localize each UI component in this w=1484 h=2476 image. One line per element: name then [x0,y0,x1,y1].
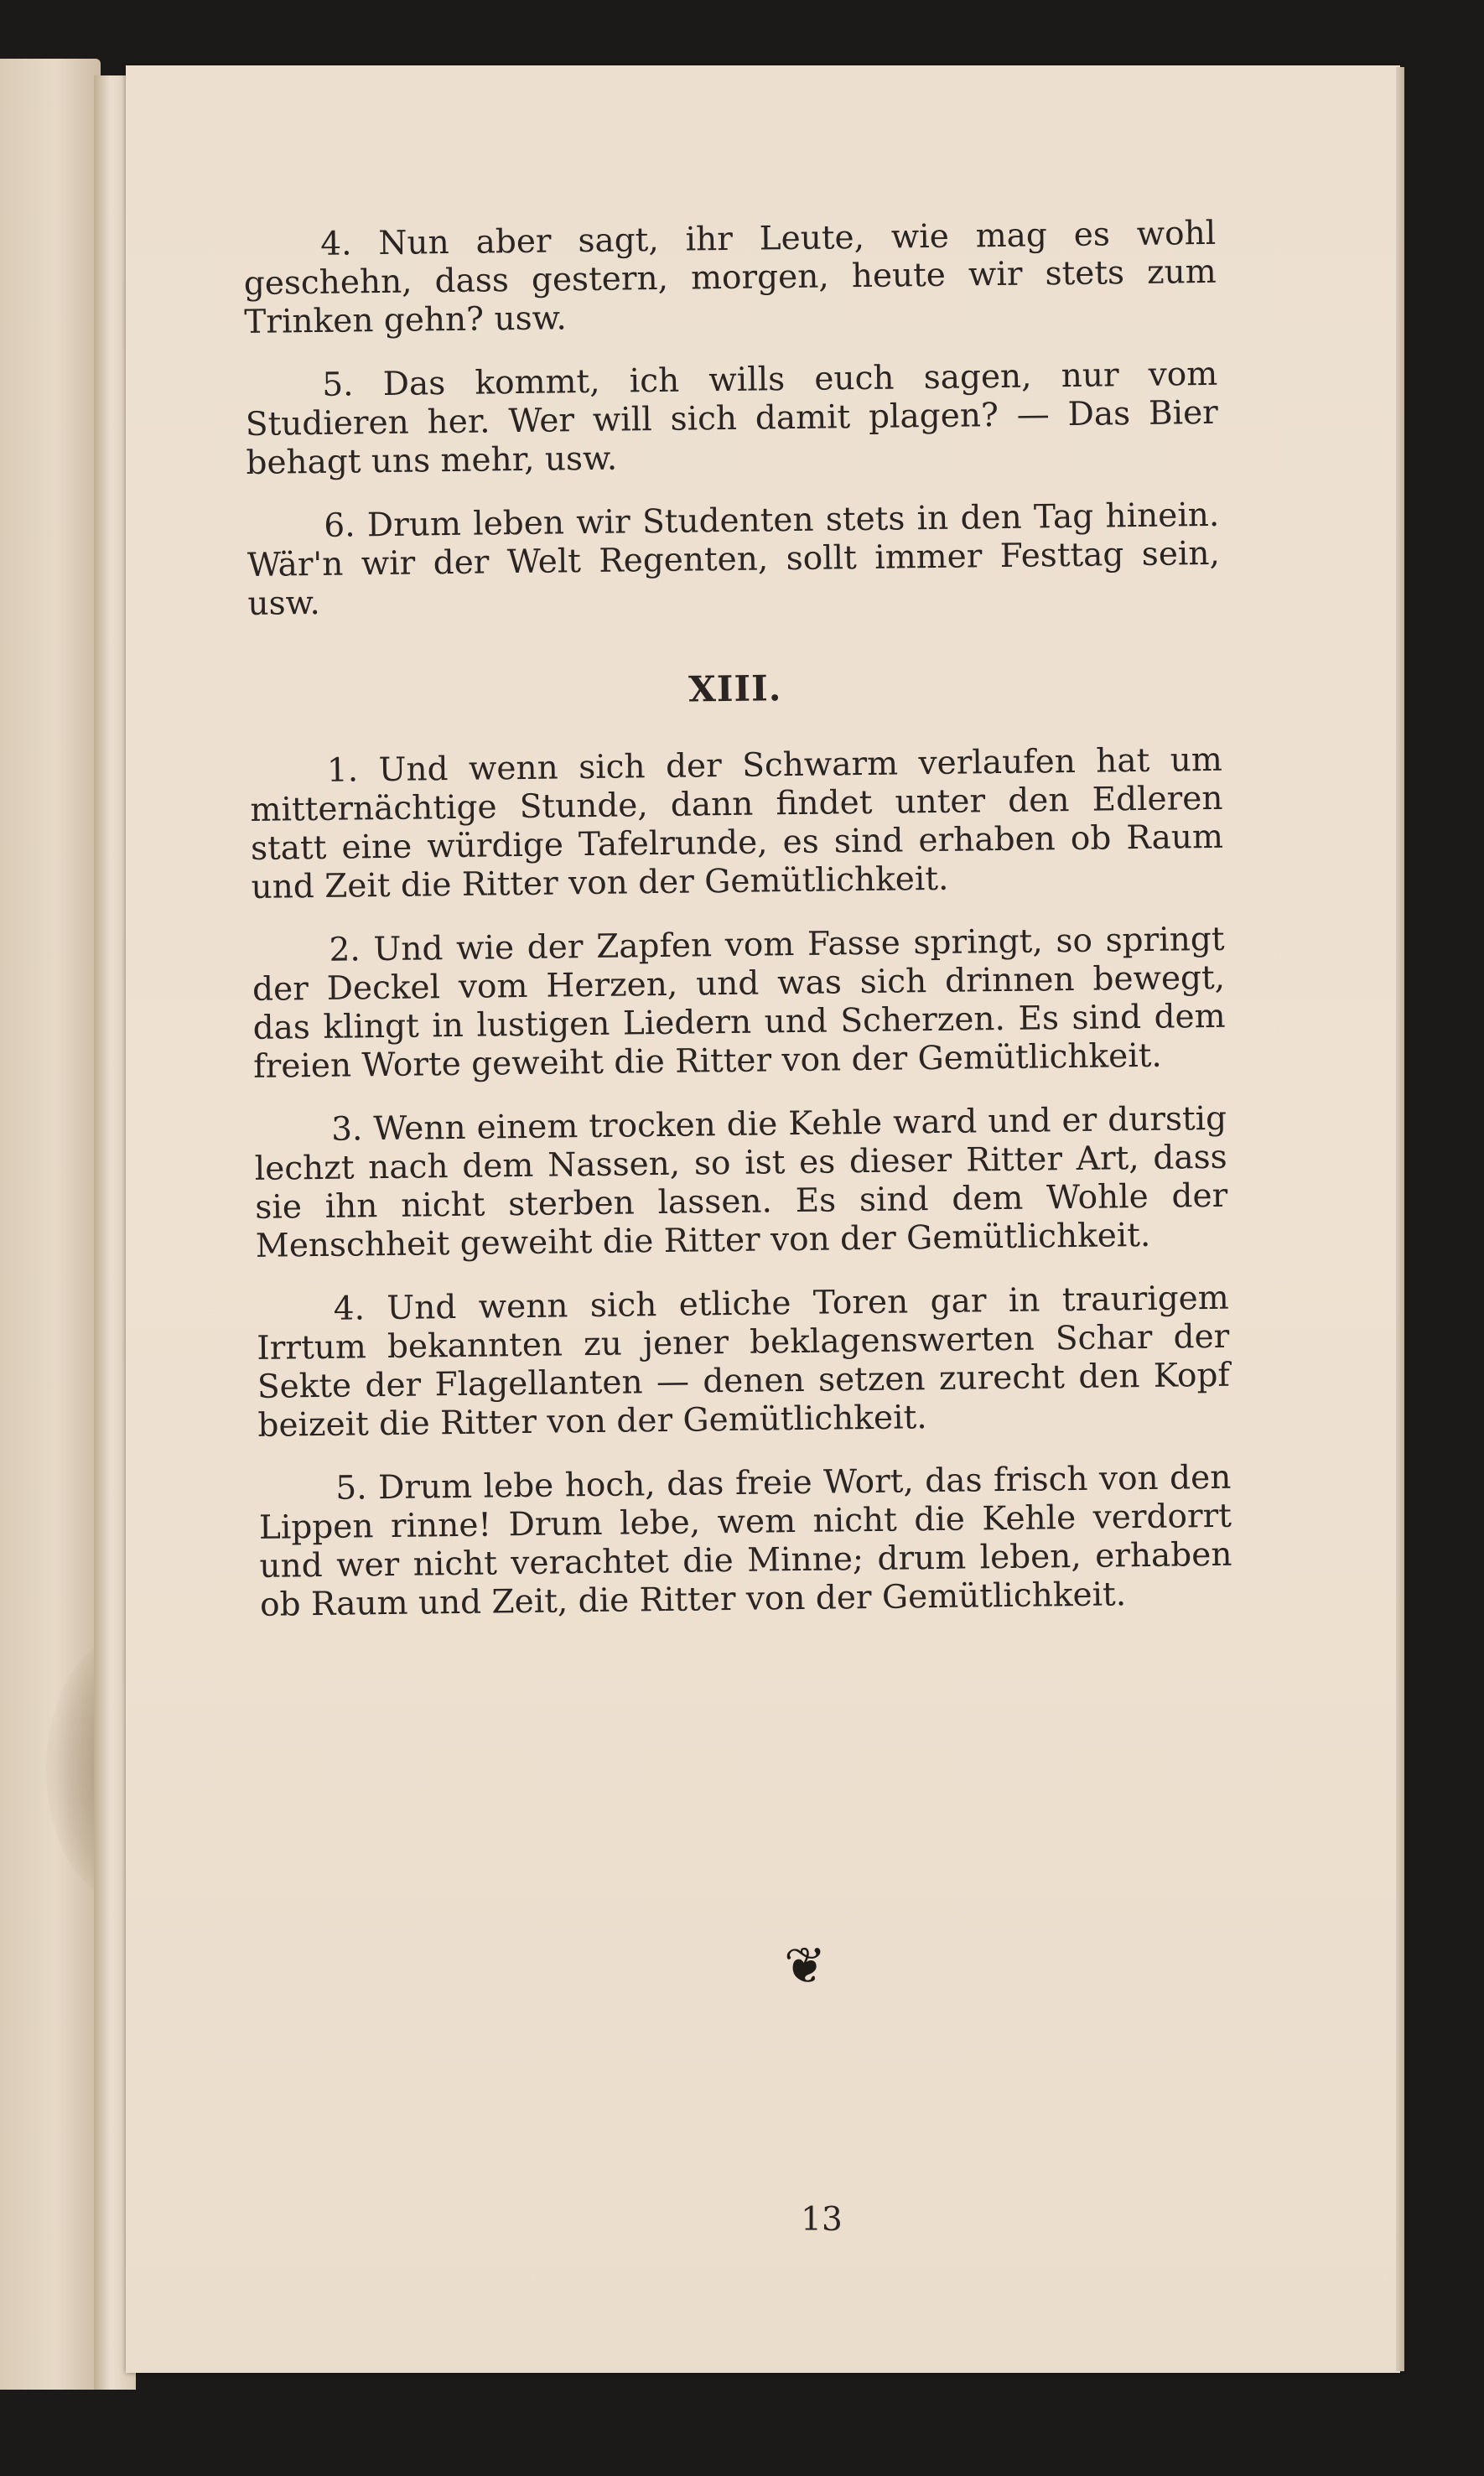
page-edge [1396,67,1404,2371]
left-page-edge [0,59,101,2390]
fleuron-icon: ❦ [784,1937,827,1996]
page-number: 13 [801,2201,843,2239]
verse-paragraph: 5. Drum lebe hoch, das freie Wort, das frisch von den Lippen rinne! Drum lebe, wem nicht die Kehle verdorrt und wer nicht verachtet die Minne; drum leben, erhaben ob Raum und Zeit, die Ritter von der Gemütlichkeit. [258,1458,1232,1624]
section-heading: XIII. [688,667,782,710]
verse-paragraph: 3. Wenn einem trocken die Kehle ward und er durstig lechzt nach dem Nassen, so ist es dieser Ritter Art, dass sie ihn nicht sterben lassen. Es sind dem Wohle der Menschheit geweiht die Ritter von der Gemütlichkeit. [254,1099,1228,1265]
verse-paragraph: 5. Das kommt, ich wills euch sagen, nur vom Studieren her. Wer will sich damit plagen? — Das Bier behagt uns mehr, usw. [245,355,1219,482]
verse-paragraph: 4. Nun aber sagt, ihr Leute, wie mag es wohl geschehn, dass gestern, morgen, heute wir stets zum Trinken gehn? usw. [243,214,1217,341]
page-text [243,215,1233,1650]
verse-paragraph: 4. Und wenn sich etliche Toren gar in traurigem Irrtum bekannten zu jener beklagenswerten Schar der Sekte der Flagellanten — denen setzen zurecht den Kopf beizeit die Ritter von der Gemütlichkeit. [257,1279,1231,1445]
verse-paragraph: 6. Drum leben wir Studenten stets in den Tag hinein. Wär'n wir der Welt Regenten, sollt immer Festtag sein, usw. [246,496,1221,623]
verse-paragraph: 1. Und wenn sich der Schwarm verlaufen hat um mitternächtige Stunde, dann findet unter den Edleren statt eine würdige Tafelrunde, es sind erhaben ob Raum und Zeit die Ritter von der Gemütlichkeit. [250,740,1224,906]
verse-paragraph: 2. Und wie der Zapfen vom Fasse springt, so springt der Deckel vom Herzen, und was sich drinnen bewegt, das klingt in lustigen Liedern und Scherzen. Es sind dem freien Worte geweiht die Ritter von der Gemütlichkeit. [252,920,1226,1086]
